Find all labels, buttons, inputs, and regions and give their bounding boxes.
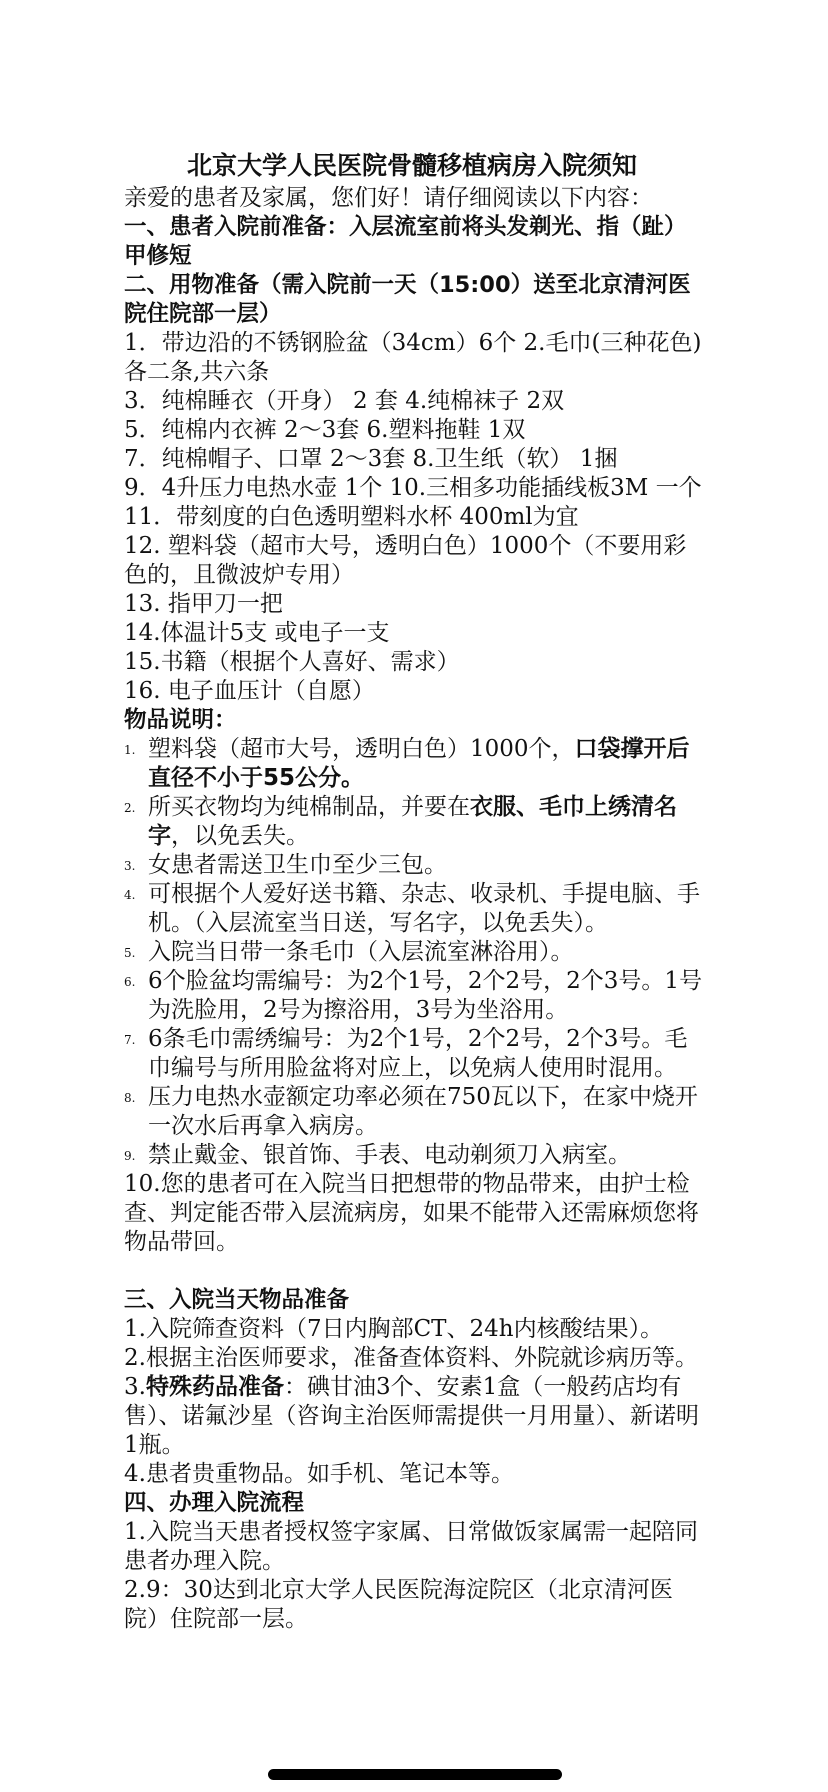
note-number: 6. xyxy=(124,975,136,989)
note-item xyxy=(124,967,704,1025)
note-number: 5. xyxy=(124,946,136,960)
note-text: 入院当日带一条毛巾（入层流室淋浴用）。 xyxy=(148,939,574,965)
greeting: 亲爱的患者及家属，您们好！请仔细阅读以下内容： xyxy=(124,185,653,211)
note-item xyxy=(124,938,704,967)
note-item xyxy=(124,793,704,851)
list-item: 4.患者贵重物品。如手机、笔记本等。 xyxy=(124,1461,514,1487)
list-item: 1．带边沿的不锈钢脸盆（34cm）6个 2.毛巾(三种花色)各二条,共六条 xyxy=(124,330,702,385)
note-10: 10.您的患者可在入院当日把想带的物品带来，由护士检查、判定能否带入层流病房，如果不能带入还需麻烦您将物品带回。 xyxy=(124,1171,699,1255)
note-number: 7. xyxy=(124,1033,136,1047)
note-number: 1. xyxy=(124,743,136,757)
note-number: 3. xyxy=(124,859,136,873)
home-indicator[interactable] xyxy=(268,1769,562,1780)
document-body xyxy=(124,148,704,1634)
note-item xyxy=(124,880,704,938)
list-item: 14.体温计5支 或电子一支 xyxy=(124,620,390,646)
supply-list xyxy=(124,329,704,706)
list-item: 12. 塑料袋（超市大号，透明白色）1000个（不要用彩色的，且微波炉专用） xyxy=(124,533,687,588)
spacer xyxy=(124,1257,704,1286)
note-bold-text: 衣服、毛巾上绣清名字 xyxy=(148,794,677,849)
list-item: 13. 指甲刀一把 xyxy=(124,591,283,617)
note-number: 2. xyxy=(124,801,136,815)
list-item: 3．纯棉睡衣（开身） 2 套 4.纯棉袜子 2双 xyxy=(124,388,565,414)
list-item: 5．纯棉内衣裤 2～3套 6.塑料拖鞋 1双 xyxy=(124,417,526,443)
note-item xyxy=(124,851,704,880)
special-drugs-text: ：碘甘油3个、安素1盒（一般药店均有售）、诺氟沙星（咨询主治医师需提供一月用量）、新诺明1瓶。 xyxy=(124,1374,699,1458)
note-item xyxy=(124,1141,704,1170)
note-number: 4. xyxy=(124,888,136,902)
note-text: 可根据个人爱好送书籍、杂志、收录机、手提电脑、手机。（入层流室当日送，写名字，以免丢失）。 xyxy=(148,881,700,936)
note-item xyxy=(124,735,704,793)
section-2-heading: 二、用物准备（需入院前一天（15:00）送至北京清河医院住院部一层） xyxy=(124,272,691,327)
note-item xyxy=(124,1025,704,1083)
note-text: 所买衣物均为纯棉制品，并要在 xyxy=(148,794,470,820)
note-text: 6个脸盆均需编号：为2个1号，2个2号，2个3号。1号为洗脸用，2号为擦浴用，3号为坐浴用。 xyxy=(148,968,703,1023)
special-drugs-label: 特殊药品准备 xyxy=(145,1374,284,1400)
list-item: 2.9：30达到北京大学人民医院海淀院区（北京清河医院）住院部一层。 xyxy=(124,1577,673,1632)
page-title: 北京大学人民医院骨髓移植病房入院须知 xyxy=(186,151,637,180)
notes-heading: 物品说明： xyxy=(124,707,237,733)
list-item: 2.根据主治医师要求，准备查体资料、外院就诊病历等。 xyxy=(124,1345,698,1371)
section-3-heading: 三、入院当天物品准备 xyxy=(124,1287,350,1313)
list-item: 15.书籍（根据个人喜好、需求） xyxy=(124,649,460,675)
list-item: 1.入院当天患者授权签字家属、日常做饭家属需一起陪同患者办理入院。 xyxy=(124,1519,698,1574)
notes-list xyxy=(124,735,704,1170)
note-text: 6条毛巾需绣编号：为2个1号，2个2号，2个3号。毛巾编号与所用脸盆将对应上，以免病人使用时混用。 xyxy=(148,1026,688,1081)
list-item: 9．4升压力电热水壶 1个 10.三相多功能插线板3M 一个 xyxy=(124,475,702,501)
list-item xyxy=(124,1373,704,1460)
list-item: 1.入院筛查资料（7日内胸部CT、24h内核酸结果）。 xyxy=(124,1316,664,1342)
list-item: 11．带刻度的白色透明塑料水杯 400ml为宜 xyxy=(124,504,579,530)
note-text: 女患者需送卫生巾至少三包。 xyxy=(148,852,447,878)
note-bold-text: 口袋撑开后直径不小于55公分。 xyxy=(148,736,690,791)
note-text: 塑料袋（超市大号，透明白色）1000个， xyxy=(148,736,575,762)
note-number: 9. xyxy=(124,1149,136,1163)
note-item xyxy=(124,1083,704,1141)
list-item: 16. 电子血压计（自愿） xyxy=(124,678,375,704)
section-4-heading: 四、办理入院流程 xyxy=(124,1490,305,1516)
section-1-heading: 一、患者入院前准备：入层流室前将头发剃光、指（趾）甲修短 xyxy=(124,214,687,269)
note-text: 压力电热水壶额定功率必须在750瓦以下，在家中烧开一次水后再拿入病房。 xyxy=(148,1084,698,1139)
list-item: 7．纯棉帽子、口罩 2～3套 8.卫生纸（软） 1捆 xyxy=(124,446,618,472)
note-text: 禁止戴金、银首饰、手表、电动剃须刀入病室。 xyxy=(148,1142,631,1168)
note-tail-text: ，以免丢失。 xyxy=(171,823,309,849)
note-number: 8. xyxy=(124,1091,136,1105)
item-number: 3. xyxy=(124,1374,146,1400)
